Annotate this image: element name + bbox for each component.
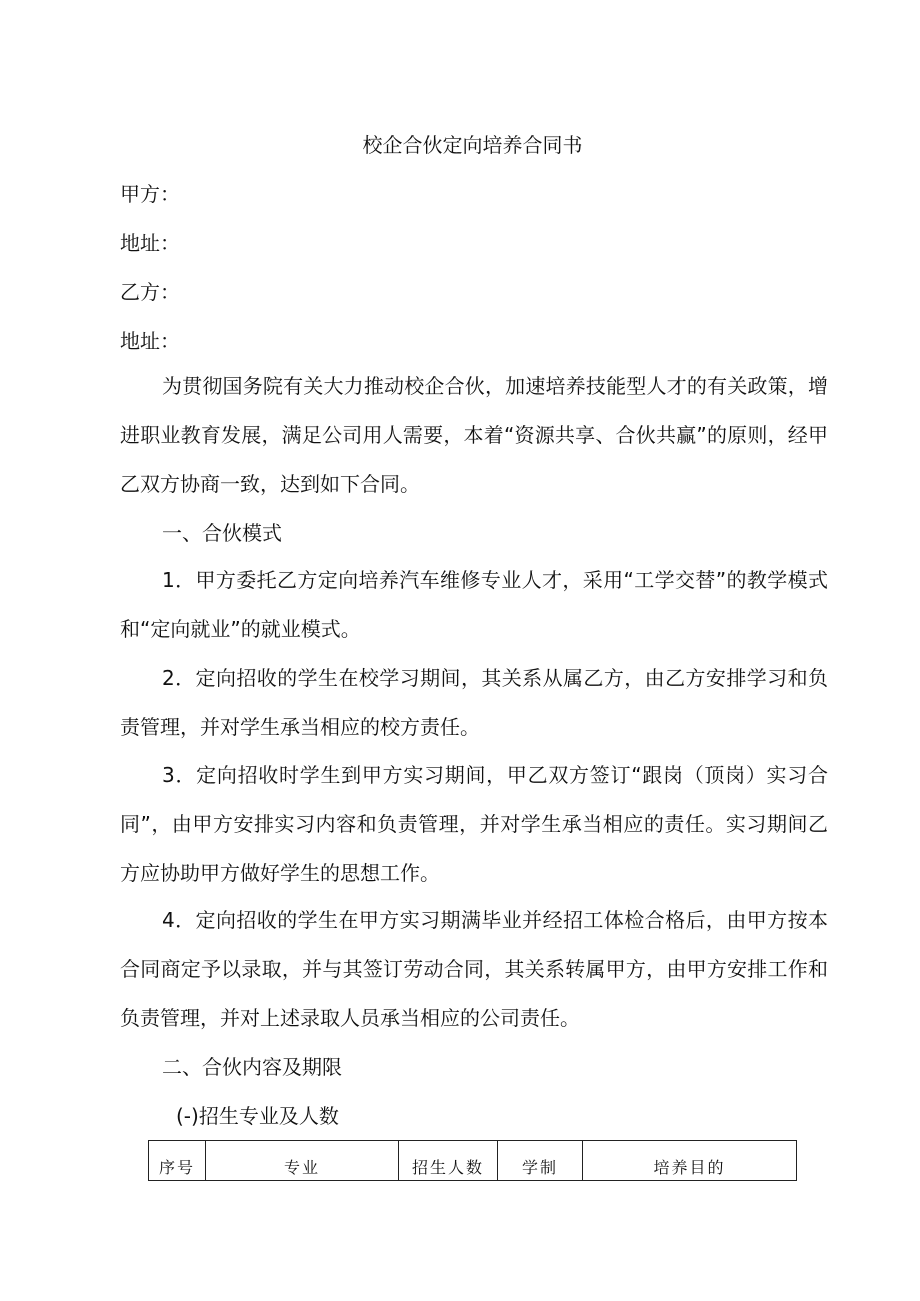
header-training-goal: 培养目的 <box>583 1141 797 1181</box>
section-2-subheading: (-)招生专业及人数 <box>176 1104 339 1128</box>
header-enrollment-count: 招生人数 <box>399 1141 498 1181</box>
section-1-heading: 一、合伙模式 <box>162 521 282 545</box>
enrollment-table <box>148 1140 797 1181</box>
header-duration: 学制 <box>498 1141 583 1181</box>
header-serial-number: 序号 <box>149 1141 206 1181</box>
section-1-item-3: 3．定向招收时学生到甲方实习期间，甲乙双方签订“跟岗（顶岗）实习合同”，由甲方安排实习内容和负责管理，并对学生承当相应的责任。实习期间乙方应协助甲方做好学生的思想工作。 <box>120 763 828 885</box>
party-b-label: 乙方： <box>120 280 180 304</box>
section-2-heading: 二、合伙内容及期限 <box>162 1055 342 1079</box>
party-b-address-label: 地址： <box>120 329 180 353</box>
section-1-item-2: 2．定向招收的学生在校学习期间，其关系从属乙方，由乙方安排学习和负责管理，并对学生承当相应的校方责任。 <box>120 666 828 739</box>
header-major: 专业 <box>206 1141 399 1181</box>
section-1-item-4: 4．定向招收的学生在甲方实习期满毕业并经招工体检合格后，由甲方按本合同商定予以录取，并与其签订劳动合同，其关系转属甲方，由甲方安排工作和负责管理，并对上述录取人员承当相应的公司责任。 <box>120 908 828 1030</box>
section-1-item-1: 1．甲方委托乙方定向培养汽车维修专业人才，采用“工学交替”的教学模式和“定向就业”的就业模式。 <box>120 568 828 641</box>
party-a-address-label: 地址： <box>120 231 180 255</box>
document-title: 校企合伙定向培养合同书 <box>362 133 583 157</box>
party-a-label: 甲方： <box>120 182 180 206</box>
intro-paragraph: 为贯彻国务院有关大力推动校企合伙，加速培养技能型人才的有关政策，增进职业教育发展，满足公司用人需要，本着“资源共享、合伙共赢”的原则，经甲乙双方协商一致，达到如下合同。 <box>120 374 828 496</box>
table-header-row <box>149 1141 797 1181</box>
